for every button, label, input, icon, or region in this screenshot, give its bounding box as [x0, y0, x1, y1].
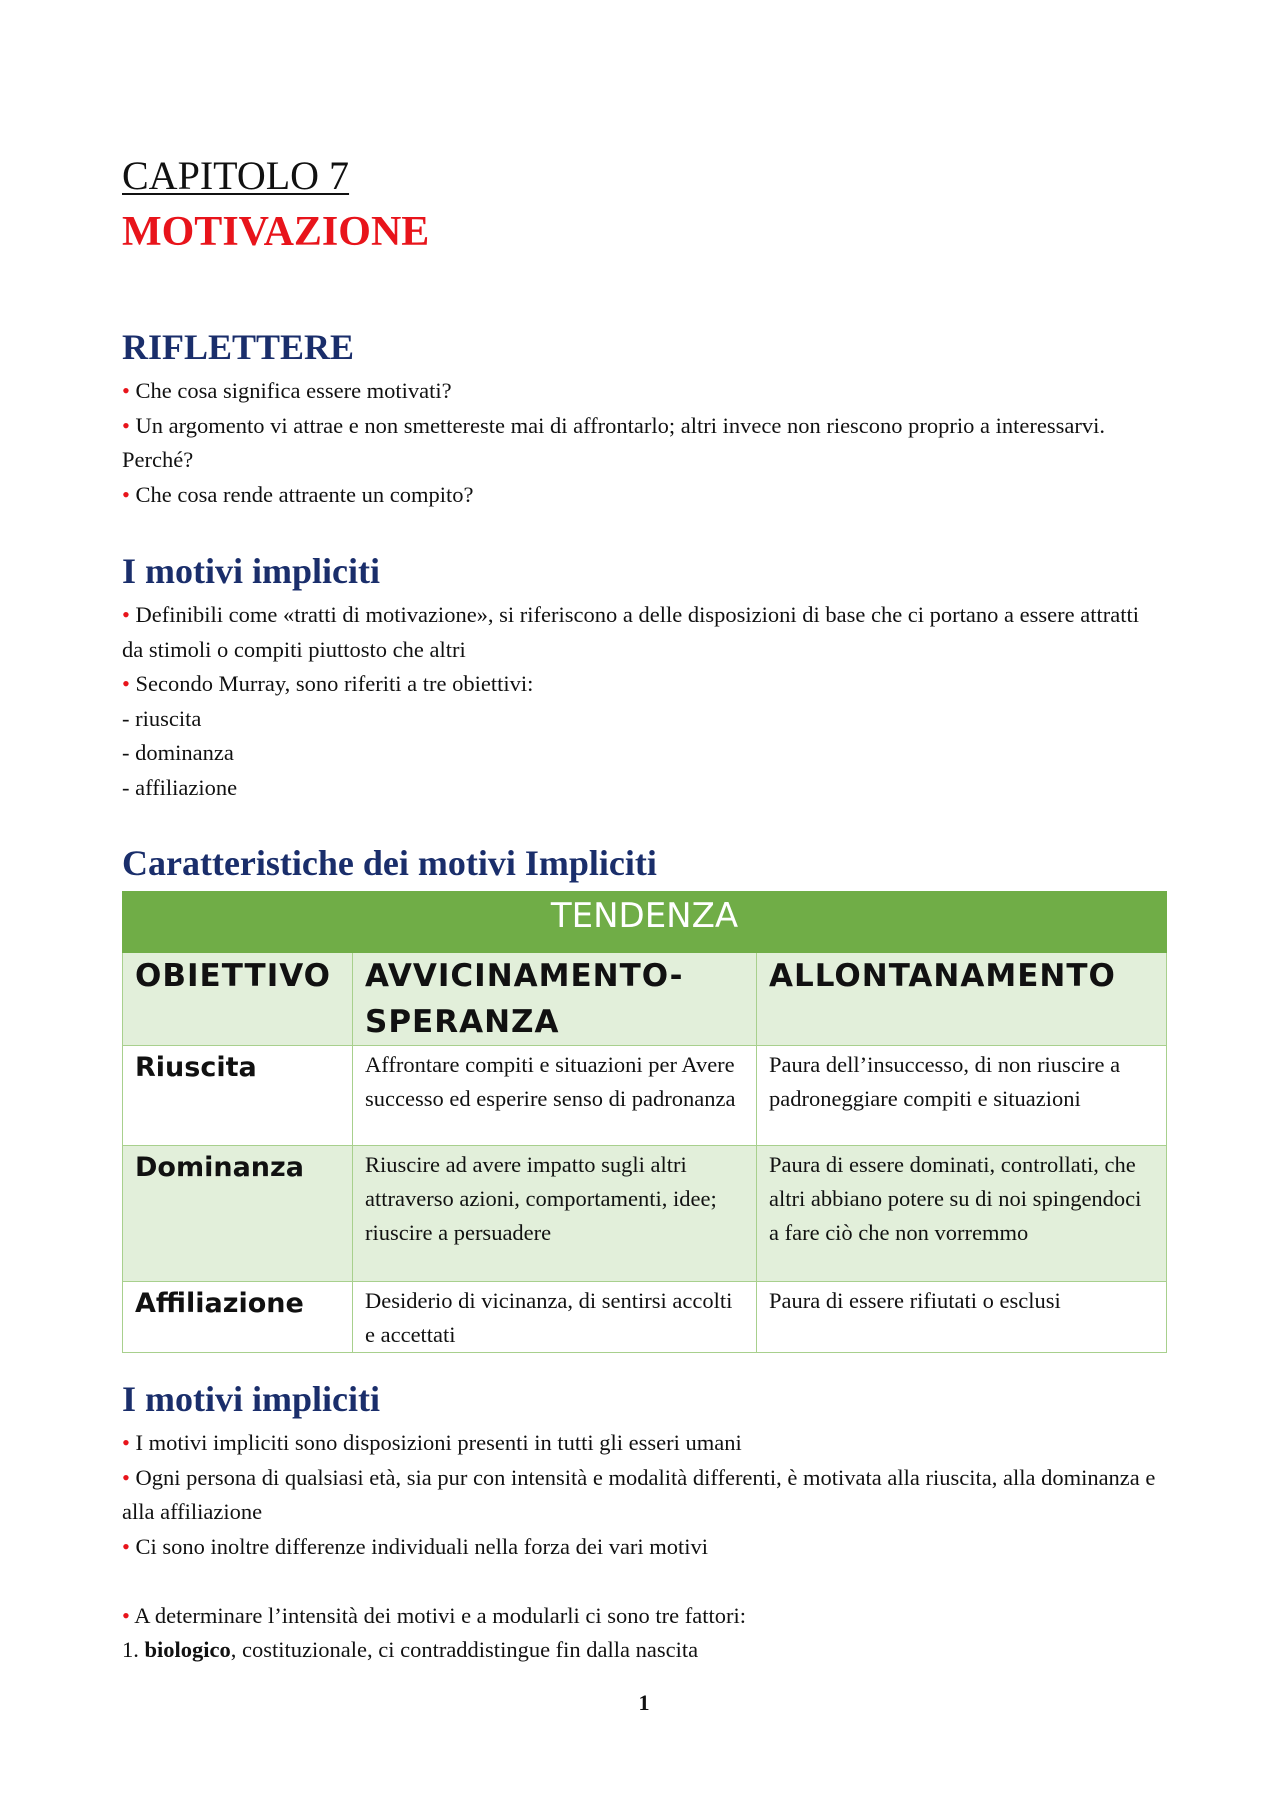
section-heading-motivi-impliciti-2: I motivi impliciti	[122, 1379, 380, 1419]
section-motivi-impliciti-body	[122, 598, 1162, 805]
section-riflettere-body	[122, 374, 1162, 512]
page-number: 1	[638, 1690, 650, 1715]
list-item: • I motivi impliciti sono disposizioni presenti in tutti gli esseri umani	[122, 1430, 742, 1455]
bullet-icon: •	[122, 412, 130, 438]
table-banner: TENDENZA	[123, 892, 1167, 953]
bullet-icon: •	[122, 1533, 130, 1559]
bullet-icon: •	[122, 671, 130, 696]
table-header-cell: AVVICINAMENTO-SPERANZA	[353, 953, 757, 1046]
list-item: - affiliazione	[122, 774, 238, 800]
list-item: - dominanza	[122, 740, 234, 765]
list-item: • Ci sono inoltre differenze individuali nella forza dei vari motivi	[122, 1533, 709, 1559]
section-heading-caratteristiche: Caratteristiche dei motivi Impliciti	[122, 843, 657, 883]
table-row	[123, 1282, 1167, 1353]
table-header-cell: ALLONTANAMENTO	[757, 953, 1167, 1046]
table-row	[123, 1146, 1167, 1282]
chapter-title: MOTIVAZIONE	[122, 209, 430, 255]
emphasis-term: biologico	[144, 1637, 231, 1662]
table-cell: Riuscire ad avere impatto sugli altri attraverso azioni, comportamenti, idee; riuscire a persuadere	[353, 1146, 757, 1282]
row-label: Affiliazione	[123, 1282, 353, 1353]
table-cell: Affrontare compiti e situazioni per Avere successo ed esperire senso di padronanza	[353, 1046, 757, 1146]
bullet-icon: •	[122, 378, 130, 403]
row-label: Dominanza	[123, 1146, 353, 1282]
list-item: • Definibili come «tratti di motivazione», si riferiscono a delle disposizioni di base che ci portano a essere attratti da stimoli o compiti piuttosto che altri	[122, 602, 1139, 662]
bullet-icon: •	[122, 602, 130, 627]
table-cell: Desiderio di vicinanza, di sentirsi accolti e accettati	[353, 1282, 757, 1353]
bullet-icon: •	[122, 481, 130, 507]
motives-table	[122, 891, 1167, 1353]
list-item: • A determinare l’intensità dei motivi e a modularli ci sono tre fattori:	[122, 1602, 746, 1628]
table-cell: Paura di essere rifiutati o esclusi	[757, 1282, 1167, 1353]
table-row	[123, 1046, 1167, 1146]
numbered-item: 1. biologico, costituzionale, ci contraddistingue fin dalla nascita	[122, 1637, 699, 1662]
list-item: • Un argomento vi attrae e non smettereste mai di affrontarlo; altri invece non riescono proprio a interessarvi. Perché?	[122, 412, 1105, 472]
table-cell: Paura di essere dominati, controllati, che altri abbiano potere su di noi spingendoci a fare ciò che non vorremmo	[757, 1146, 1167, 1282]
bullet-icon: •	[122, 1464, 130, 1490]
list-item: - riuscita	[122, 705, 202, 731]
section-heading-motivi-impliciti: I motivi impliciti	[122, 551, 380, 591]
chapter-label: CAPITOLO 7	[122, 153, 350, 198]
section-motivi-impliciti-2-body	[122, 1426, 1162, 1668]
row-label: Riuscita	[123, 1046, 353, 1146]
bullet-icon: •	[122, 1602, 130, 1628]
list-item: • Ogni persona di qualsiasi età, sia pur con intensità e modalità differenti, è motivata alla riuscita, alla dominanza e alla affiliazione	[122, 1464, 1156, 1524]
table-header-row	[123, 953, 1167, 1046]
table-cell: Paura dell’insuccesso, di non riuscire a padroneggiare compiti e situazioni	[757, 1046, 1167, 1146]
table-header-cell: OBIETTIVO	[123, 953, 353, 1046]
section-heading-riflettere: RIFLETTERE	[122, 327, 355, 367]
list-item: • Secondo Murray, sono riferiti a tre obiettivi:	[122, 671, 534, 696]
list-item: • Che cosa rende attraente un compito?	[122, 481, 474, 507]
list-item: • Che cosa significa essere motivati?	[122, 378, 452, 403]
bullet-icon: •	[122, 1430, 130, 1455]
